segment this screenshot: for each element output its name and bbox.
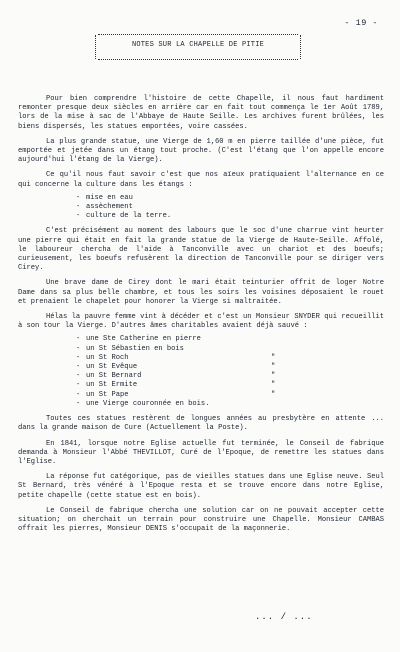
paragraph-5: Une brave dame de Cirey dont le mari était teinturier offrit de loger Notre Dame dans sa plus belle chambre, et tous les soirs les voisines déposaient le rouet et prenaient le chapelet pour honorer la Vierge si maltraitée. bbox=[18, 279, 384, 306]
paragraph-6: Hélas la pauvre femme vint à décéder et c'est un Monsieur SNYDER qui recueillit à son tour la Vierge. D'autres âmes charitables avaient déjà sauvé : bbox=[18, 313, 384, 331]
list-item: - mise en eau bbox=[76, 193, 133, 202]
paragraph-4: C'est précisément au moment des labours que le soc d'une charrue vint heurter une pierre qui était en fait la grande statue de la Vierge de Haute-Seille. Affolé, le laboureur chercha de l'aide à Tanconville avec un chariot et des boeufs; curieusement, les boeufs refusèrent la direction de Tanconville pour se diriger vers Cirey. bbox=[18, 227, 384, 273]
paragraph-1: Pour bien comprendre l'histoire de cette Chapelle, il nous faut hardiment remonter presque deux siècles en arrière car en fait tout commença le 1er Août 1789, lors de la mise à sac de l'Abbaye de Haute Seille. Les archives furent brûlées, les biens dispersés, les statues emportées, voire cassées. bbox=[18, 95, 384, 131]
paragraph-8: En 1841, lorsque notre Eglise actuelle fut terminée, le Conseil de fabrique demanda à Monsieur l'Abbé THEVILLOT, Curé de l'Epoque, de remettre les statues dans l'Eglise. bbox=[18, 439, 384, 466]
document-body bbox=[18, 95, 384, 540]
list-item: - un St Bernard " bbox=[76, 372, 276, 381]
list-item: - un St Roch " bbox=[76, 353, 276, 362]
list-item: - une Vierge couronnée en bois. bbox=[76, 399, 210, 408]
page-title: NOTES SUR LA CHAPELLE DE PITIE bbox=[131, 41, 265, 49]
culture-list bbox=[18, 194, 384, 222]
list-item: - un St Sébastien en bois bbox=[76, 344, 184, 353]
title-box bbox=[98, 34, 298, 60]
list-item: - une Ste Catherine en pierre bbox=[76, 335, 201, 344]
statues-list bbox=[18, 335, 384, 409]
page-number: - 19 - bbox=[344, 18, 378, 28]
paragraph-2: La plus grande statue, une Vierge de 1,60 m en pierre taillée d'une pièce, fut emportée et jetée dans un étang tout proche. (C'est l'étang que l'on appelle encore aujourd'hui l'étang de la Vierge). bbox=[18, 137, 384, 165]
list-item: - un St Ermite " bbox=[76, 381, 276, 390]
list-item: - un St Pape " bbox=[76, 390, 276, 399]
list-item: - culture de la terre. bbox=[76, 212, 172, 221]
continuation-mark: ... / ... bbox=[255, 612, 313, 622]
paragraph-10: Le Conseil de fabrique chercha une solution car on ne pouvait accepter cette situation; on cherchait un terrain pour construire une Chapelle. Monsieur CAMBAS offrait les pierres, Monsieur DENIS s'occupait de la maçonnerie. bbox=[18, 506, 384, 534]
paragraph-3: Ce qu'il nous faut savoir c'est que nos aïeux pratiquaient l'alternance en ce qui concerne la culture dans les étangs : bbox=[18, 171, 384, 189]
list-item: - un St Evêque " bbox=[76, 363, 276, 372]
paragraph-7: Toutes ces statues restèrent de longues années au presbytère en attente ... dans la grande maison de Cure (Actuellement la Poste). bbox=[18, 415, 384, 433]
list-item: - assèchement bbox=[76, 203, 133, 212]
paragraph-9: La réponse fut catégorique, pas de vieilles statues dans une Eglise neuve. Seul St Bernard, très vénéré à l'Epoque resta et se trouve encore dans notre Eglise, petite chapelle (cette statue est en bois). bbox=[18, 473, 384, 500]
